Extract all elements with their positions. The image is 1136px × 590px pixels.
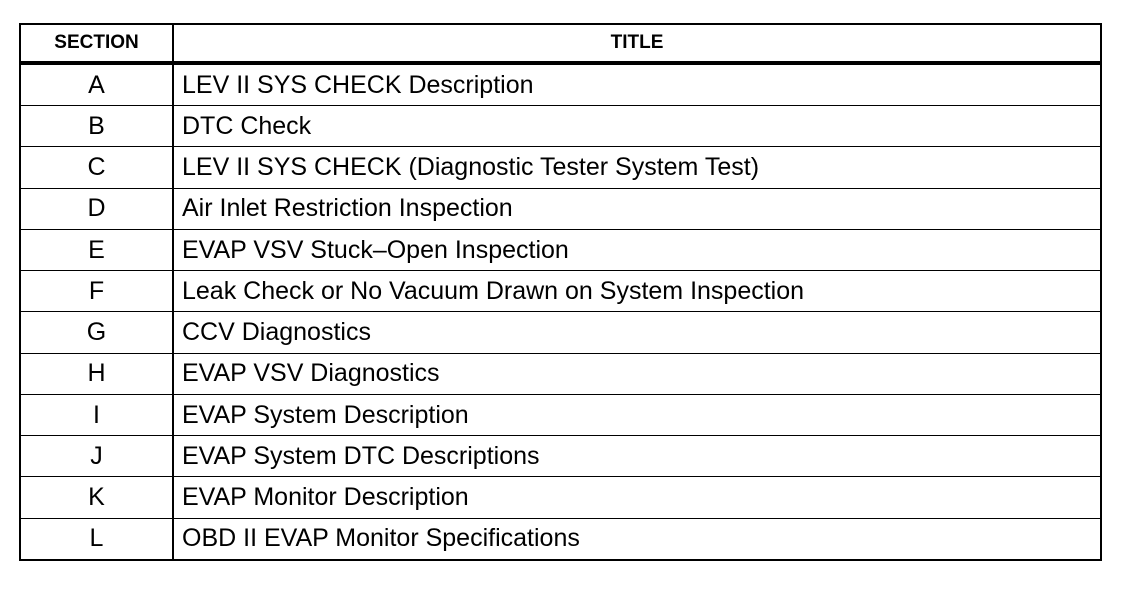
- section-cell: B: [21, 106, 173, 147]
- table-row: [21, 477, 1100, 518]
- section-cell: C: [21, 147, 173, 188]
- title-cell: CCV Diagnostics: [173, 312, 1100, 353]
- section-table: [21, 25, 1100, 559]
- section-cell: A: [21, 63, 173, 106]
- title-cell: Leak Check or No Vacuum Drawn on System Inspection: [173, 271, 1100, 312]
- title-cell: EVAP Monitor Description: [173, 477, 1100, 518]
- table-row: [21, 229, 1100, 270]
- table-row: [21, 271, 1100, 312]
- table-row: [21, 436, 1100, 477]
- section-cell: G: [21, 312, 173, 353]
- title-column-header: TITLE: [173, 25, 1100, 63]
- title-cell: OBD II EVAP Monitor Specifications: [182, 524, 580, 553]
- title-cell: DTC Check: [173, 106, 1100, 147]
- table-row: [21, 394, 1100, 435]
- title-cell: Air Inlet Restriction Inspection: [173, 188, 1100, 229]
- table-header: [21, 25, 1100, 63]
- table-row: [21, 188, 1100, 229]
- section-cell: I: [21, 394, 173, 435]
- section-column-header: SECTION: [21, 25, 173, 63]
- table-row: [21, 353, 1100, 394]
- table-row: [21, 312, 1100, 353]
- section-cell: K: [21, 477, 173, 518]
- section-cell: F: [21, 271, 173, 312]
- table-row: [21, 147, 1100, 188]
- section-cell: H: [21, 353, 173, 394]
- section-cell: L: [21, 518, 173, 559]
- title-cell: EVAP System Description: [173, 394, 1100, 435]
- section-index-table: [19, 23, 1102, 561]
- table-body: [21, 63, 1100, 559]
- title-cell: EVAP VSV Stuck–Open Inspection: [173, 229, 1100, 270]
- title-cell: LEV II SYS CHECK (Diagnostic Tester System Test): [173, 147, 1100, 188]
- table-row: [21, 518, 1100, 559]
- header-row: [21, 25, 1100, 63]
- section-cell: J: [21, 436, 173, 477]
- table-row: [21, 63, 1100, 106]
- title-cell: LEV II SYS CHECK Description: [173, 63, 1100, 106]
- section-cell: E: [21, 229, 173, 270]
- title-cell: EVAP VSV Diagnostics: [173, 353, 1100, 394]
- table-row: [21, 106, 1100, 147]
- title-cell: EVAP System DTC Descriptions: [173, 436, 1100, 477]
- section-cell: D: [21, 188, 173, 229]
